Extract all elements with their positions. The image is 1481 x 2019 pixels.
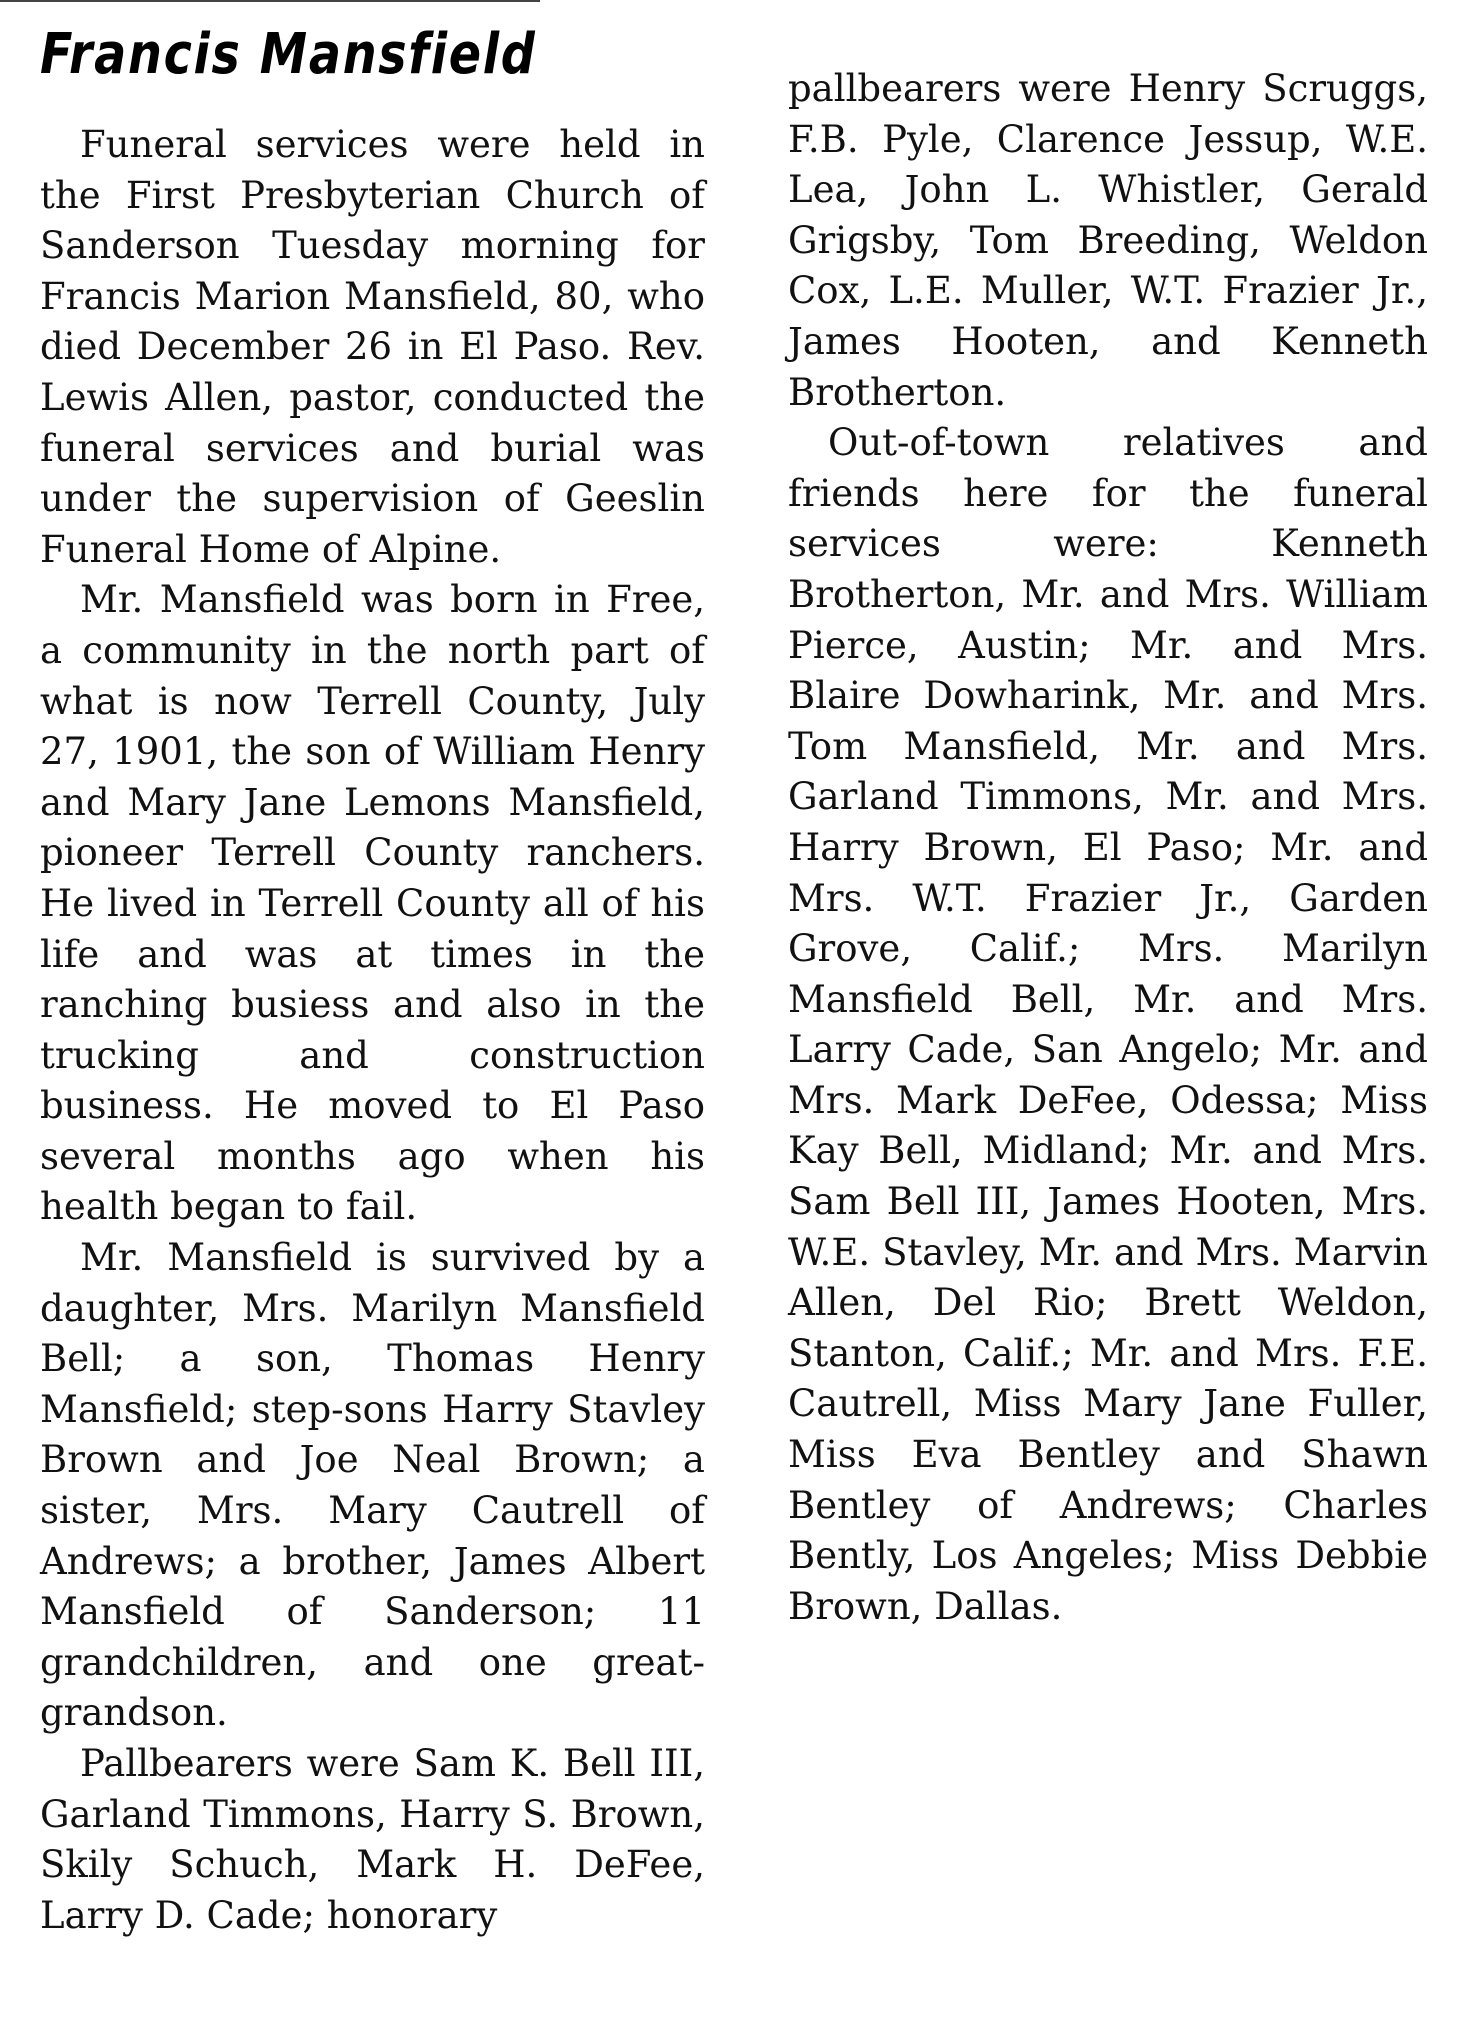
paragraph-funeral-services: Funeral services were held in the First Presbyterian Church of Sanderson Tuesday morning for Francis Marion Mansfield, 80, who died December 26 in El Paso. Rev. Lewis Allen, pastor, conducted the funeral services and burial was under the supervision of Geeslin Funeral Home of Alpine.	[40, 123, 705, 571]
paragraph-biography: Mr. Mansfield was born in Free, a community in the north part of what is now Terrell County, July 27, 1901, the son of William Henry and Mary Jane Lemons Mansfield, pioneer Terrell County ranchers. He lived in Terrell County all of his life and was at times in the ranching busiess and also in the trucking and construction business. He moved to El Paso several months ago when his health began to fail.	[40, 578, 705, 1229]
paragraph-pallbearers: Pallbearers were Sam K. Bell III, Garland Timmons, Harry S. Brown, Skily Schuch, Mark H. DeFee, Larry D. Cade; honorary	[40, 1742, 705, 1937]
paragraph-survivors: Mr. Mansfield is survived by a daughter, Mrs. Marilyn Mansfield Bell; a son, Thomas Henry Mansfield; step-sons Harry Stavley Brown and Joe Neal Brown; a sister, Mrs. Mary Cautrell of Andrews; a brother, James Albert Mansfield of Sanderson; 11 grandchildren, and one great-grandson.	[40, 1236, 705, 1735]
paragraph-out-of-town-relatives: Out-of-town relatives and friends here for the funeral services were: Kenneth Brotherton, Mr. and Mrs. William Pierce, Austin; Mr. and Mrs. Blaire Dowharink, Mr. and Mrs. Tom Mansfield, Mr. and Mrs. Garland Timmons, Mr. and Mrs. Harry Brown, El Paso; Mr. and Mrs. W.T. Frazier Jr., Garden Grove, Calif.; Mrs. Marilyn Mansfield Bell, Mr. and Mrs. Larry Cade, San Angelo; Mr. and Mrs. Mark DeFee, Odessa; Miss Kay Bell, Midland; Mr. and Mrs. Sam Bell III, James Hooten, Mrs. W.E. Stavley, Mr. and Mrs. Marvin Allen, Del Rio; Brett Weldon, Stanton, Calif.; Mr. and Mrs. F.E. Cautrell, Miss Mary Jane Fuller, Miss Eva Bentley and Shawn Bentley of Andrews; Charles Bently, Los Angeles; Miss Debbie Brown, Dallas.	[788, 421, 1428, 1628]
top-rule	[0, 0, 540, 2]
paragraph-honorary-pallbearers: pallbearers were Henry Scruggs, F.B. Pyle, Clarence Jessup, W.E. Lea, John L. Whistler, Gerald Grigsby, Tom Breeding, Weldon Cox, L.E. Muller, W.T. Frazier Jr., James Hooten, and Kenneth Brotherton.	[788, 67, 1428, 414]
left-column	[40, 120, 705, 1941]
right-column	[788, 64, 1428, 1632]
headline: Francis Mansfield	[40, 22, 537, 87]
